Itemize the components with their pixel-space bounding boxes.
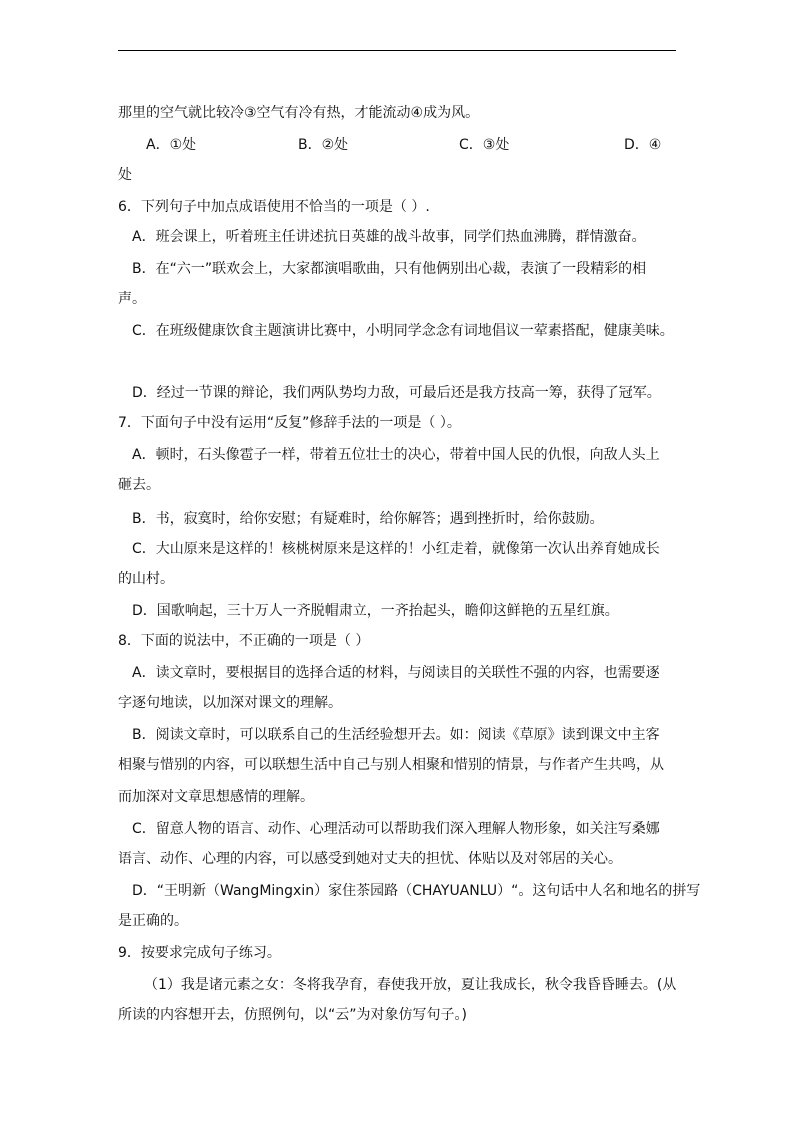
q6-option-d: D．经过一节课的辩论，我们两队势均力敌，可最后还是我方技高一筹，获得了冠军。 [132,385,661,401]
option-d: D．④ [624,137,662,153]
q8-option-b-wrap-2: 而加深对文章思想感情的理解。 [118,789,314,805]
q6-option-a: A．班会课上，听着班主任讲述抗日英雄的战斗故事，同学们热血沸腾，群情激奋。 [132,229,646,245]
q6-option-c: C．在班级健康饮食主题演讲比赛中，小明同学念念有词地倡议一荤素搭配，健康美味。 [132,323,674,339]
q8-option-d-wrap: 是正确的。 [118,913,188,929]
q9-part-1-wrap: 所读的内容想开去，仿照例句，以“云”为对象仿写句子。) [118,1007,467,1023]
q8-option-c: C．留意人物的语言、动作、心理活动可以帮助我们深入理解人物形象，如关注写桑娜 [132,821,660,837]
q8-option-a-wrap: 字逐句地读，以加深对课文的理解。 [118,695,342,711]
q9-part-1: （1）我是诸元素之女：冬将我孕育，春使我开放，夏让我成长，秋令我昏昏睡去。(从 [144,977,677,993]
option-a: A．①处 [146,137,197,153]
q8-option-a: A．读文章时，要根据目的选择合适的材料，与阅读目的关联性不强的内容，也需要逐 [132,665,660,681]
question-7: 7．下面句子中没有运用“反复”修辞手法的一项是（ ）。 [118,415,461,431]
question-8: 8．下面的说法中，不正确的一项是（ ） [118,633,370,649]
q8-option-b: B．阅读文章时，可以联系自己的生活经验想开去。如：阅读《草原》读到课文中主客 [132,727,660,743]
option-c: C．③处 [459,137,510,153]
option-d-wrap: 处 [118,167,132,183]
q7-option-b: B．书，寂寞时，给你安慰；有疑难时，给你解答；遇到挫折时，给你鼓励。 [132,511,604,527]
header-rule [118,50,676,51]
question-6: 6．下列句子中加点成语使用不恰当的一项是（ ）. [118,199,430,215]
text-line: 那里的空气就比较冷③空气有冷有热，才能流动④成为风。 [118,105,480,121]
q7-option-a: A．顿时，石头像雹子一样，带着五位壮士的决心，带着中国人民的仇恨，向敌人头上 [132,447,660,463]
option-b: B．②处 [298,137,349,153]
q7-option-c: C．大山原来是这样的！核桃树原来是这样的！小红走着，就像第一次认出养育她成长 [132,541,660,557]
q7-option-d: D．国歌响起，三十万人一齐脱帽肃立，一齐抬起头，瞻仰这鲜艳的五星红旗。 [132,603,619,619]
q8-option-c-wrap: 语言、动作、心理的内容，可以感受到她对丈夫的担忧、体贴以及对邻居的关心。 [118,851,622,867]
q7-option-c-wrap: 的山村。 [118,571,174,587]
q8-option-d: D．“王明新（WangMingxin）家住茶园路（CHAYUANLU）“。这句话中人名和地名的拼写 [132,883,701,899]
question-9: 9．按要求完成句子练习。 [118,945,281,961]
q6-option-b-wrap: 声。 [118,291,146,307]
q6-option-b: B．在“六一”联欢会上，大家都演唱歌曲，只有他俩别出心裁，表演了一段精彩的相 [132,261,647,277]
q8-option-b-wrap-1: 相聚与惜别的内容，可以联想生活中自己与别人相聚和惜别的情景，与作者产生共鸣，从 [118,757,664,773]
q7-option-a-wrap: 砸去。 [118,477,160,493]
